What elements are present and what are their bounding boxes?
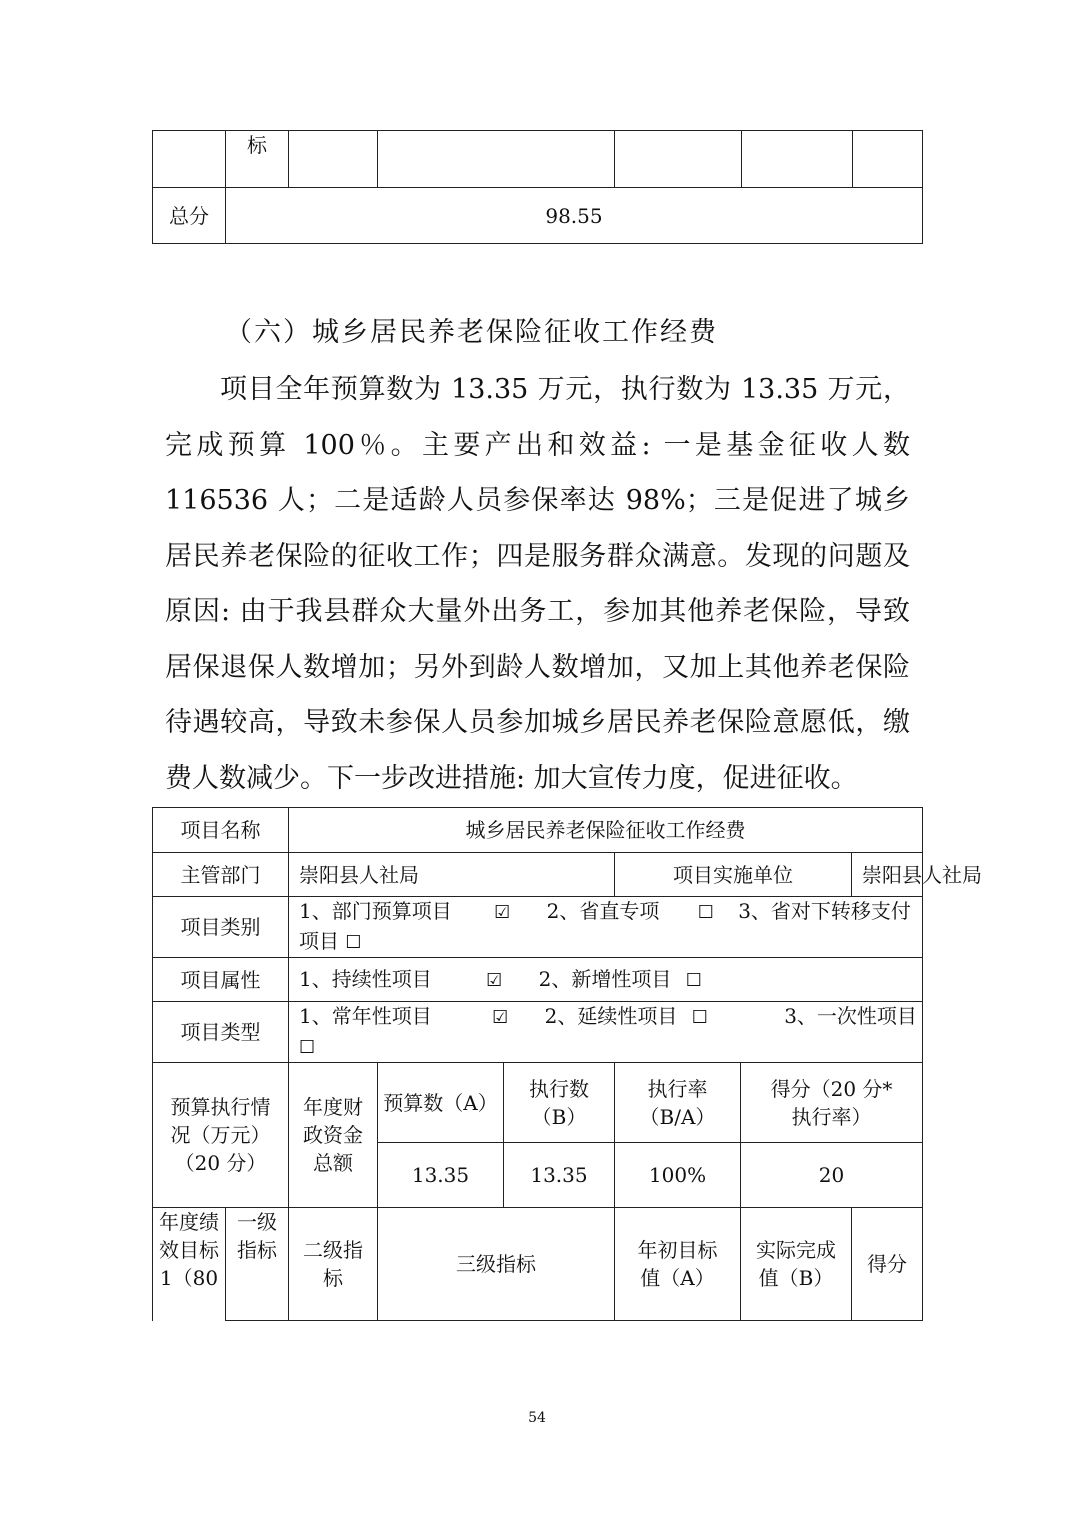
page-number: 54 [528, 1410, 546, 1426]
checked-checkbox-icon: ☑ [494, 902, 511, 923]
top-cell [742, 131, 853, 188]
exec-b-label: 执行数（B） [504, 1063, 615, 1143]
project-name-value: 城乡居民养老保险征收工作经费 [289, 808, 923, 853]
top-cell [378, 131, 615, 188]
total-label: 总分 [153, 188, 226, 244]
empty-checkbox-icon: ☐ [697, 902, 714, 923]
type-label: 项目类型 [153, 1002, 289, 1063]
actual-value-label: 实际完成值（B） [741, 1208, 852, 1321]
category-label: 项目类别 [153, 897, 289, 958]
top-cell [853, 131, 923, 188]
project-table [152, 807, 982, 1321]
type-option-2: 2、延续性项目 [544, 1004, 678, 1028]
category-options [289, 897, 923, 958]
attribute-option-2: 2、新增性项目 [538, 966, 672, 991]
type-options [289, 1002, 923, 1063]
level2-indicator-label: 二级指标 [289, 1208, 378, 1321]
score-value: 20 [741, 1143, 923, 1208]
level3-indicator-label: 三级指标 [378, 1208, 615, 1321]
impl-unit-value: 崇阳县人社局 [852, 853, 923, 897]
checked-checkbox-icon: ☑ [492, 1007, 509, 1028]
score-label: 得分 [852, 1208, 923, 1321]
category-option-3: 3、省对下转移支付项目 [299, 899, 911, 953]
score-formula-label: 得分（20 分*执行率） [741, 1063, 923, 1143]
budget-a-label: 预算数（A） [378, 1063, 504, 1143]
total-value: 98.55 [226, 188, 923, 244]
category-option-1: 1、部门预算项目 [299, 899, 452, 923]
attribute-options [289, 958, 923, 1002]
attribute-label: 项目属性 [153, 958, 289, 1002]
project-name-label: 项目名称 [153, 808, 289, 853]
type-option-3: 3、一次性项目 [784, 1004, 917, 1028]
exec-rate-label: 执行率（B/A） [615, 1063, 741, 1143]
empty-checkbox-icon: ☐ [299, 1037, 316, 1058]
type-option-1: 1、常年性项目 [299, 1004, 432, 1028]
annual-fund-label: 年度财政资金总额 [289, 1063, 378, 1208]
top-cell [289, 131, 378, 188]
impl-unit-label: 项目实施单位 [615, 853, 852, 897]
attribute-option-1: 1、持续性项目 [299, 966, 432, 991]
exec-b-value: 13.35 [504, 1143, 615, 1208]
exec-rate-value: 100% [615, 1143, 741, 1208]
initial-target-label: 年初目标值（A） [615, 1208, 741, 1321]
top-cell [153, 131, 226, 188]
section-paragraph: 项目全年预算数为 13.35 万元，执行数为 13.35 万元，完成预算 100％。主要产出和效益: 一是基金征收人数 116536 人；二是适龄人员参保率达 98%；三是促进了城乡居民养老保险的征收工作；四是服务群众满意。发现的问题及原因: 由于我县群众大量外出务工，参加其他养老保险，导致居保退保人数增加；另外到龄人数增加，又加上其他养老保险待遇较高，导致未参保人员参加城乡居民养老保险意愿低，缴费人数减少。下一步改进措施: 加大宣传力度，促进征收。 [165, 374, 910, 794]
empty-checkbox-icon: ☐ [685, 969, 702, 991]
empty-checkbox-icon: ☐ [345, 932, 362, 953]
empty-checkbox-icon: ☐ [691, 1007, 708, 1028]
dept-value: 崇阳县人社局 [289, 853, 615, 897]
budget-execution-label: 预算执行情况（万元）（20 分） [153, 1063, 289, 1208]
category-option-2: 2、省直专项 [546, 899, 660, 923]
dept-label: 主管部门 [153, 853, 289, 897]
checked-checkbox-icon: ☑ [486, 969, 503, 991]
indicator-label: 标 [226, 131, 289, 188]
level1-indicator-label: 一级指标 [226, 1208, 289, 1321]
top-table [152, 130, 923, 244]
budget-a-value: 13.35 [378, 1143, 504, 1208]
section-heading: （六）城乡居民养老保险征收工作经费 [225, 317, 718, 348]
top-cell [615, 131, 742, 188]
annual-goal-label: 年度绩效目标 1（80 [153, 1208, 226, 1321]
